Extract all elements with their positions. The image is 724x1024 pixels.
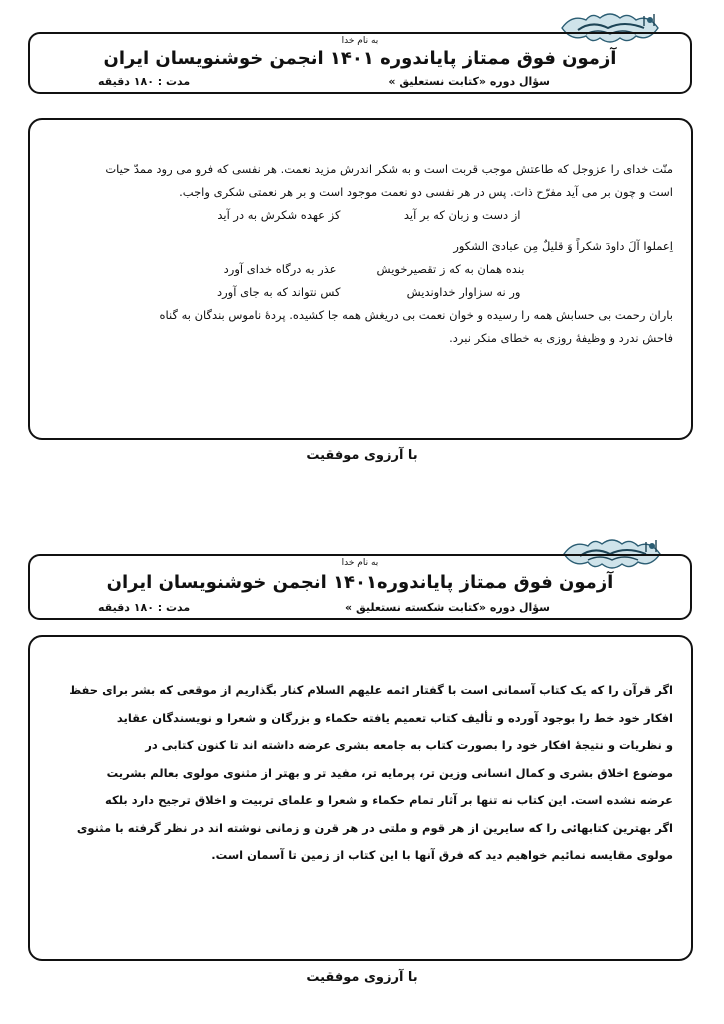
- verse-hemistich: کس نتواند که به جای آورد: [216, 285, 341, 299]
- header-box: [28, 32, 692, 94]
- text-line: موضوع اخلاق بشری و کمال انسانی وزین تر، پرمایه تر، مفید تر و بهتر از مثنوی مولوی بعالم بشریت: [106, 765, 673, 780]
- verse-line: [48, 281, 673, 304]
- good-luck-text: با آرزوی موفقیت: [306, 970, 418, 985]
- basmala-text: به نام خدا: [341, 558, 379, 568]
- verse-hemistich: از دست و زبان که بر آید: [403, 208, 521, 222]
- text-line: است و چون بر می آید مفرّح ذات. پس در هر نفسی دو نعمت موجود است و بر هر نعمتی شکری واجب.: [179, 185, 673, 199]
- good-luck-text: با آرزوی موفقیت: [306, 448, 418, 463]
- course-question-label: سؤال دوره «کتابت نستعلیق »: [388, 75, 550, 88]
- text-line: مولوی مقایسه نمائیم خواهیم دید که فرق آنها با این کتاب از زمین تا آسمان است.: [211, 848, 673, 862]
- text-line: افکار خود خط را بوجود آورده و تألیف کتاب تعمیم یافته حکماء و بزرگان و شعرا و نویسندگان عقاید: [116, 710, 673, 725]
- verse-hemistich: کز عهده شکرش به در آید: [217, 208, 341, 222]
- header-box: [28, 554, 692, 620]
- verse-hemistich: بنده همان به که ز تقصیرخویش: [376, 262, 525, 276]
- text-line: اگر بهترین کتابهائی را که سایرین از هر قوم و ملتی در هر قرن و زمانی نوشته اند در نظر گرفته با مثنوی: [76, 820, 673, 835]
- text-line: و نظریات و نتیجهٔ افکار خود را بصورت کتاب به جامعه بشری عرضه داشته اند تا کنون کتابی در: [145, 738, 673, 752]
- exam-title: آزمون فوق ممتاز پایاندوره۱۴۰۱ انجمن خوشنویسان ایران: [106, 572, 614, 593]
- basmala-text: به نام خدا: [341, 36, 379, 46]
- exam-text: [48, 677, 673, 870]
- exam-text-box: [28, 118, 693, 440]
- text-line: اگر قرآن را که یک کتاب آسمانی است با گفتار ائمه علیهم السلام کنار بگذاریم از موقعی که بشر برای حفظ: [69, 683, 673, 697]
- text-line: فاحش ندرد و وظیفهٔ روزی به خطای منکر نبرد.: [449, 331, 673, 345]
- text-line: منّت خدای را عزوجل که طاعتش موجب قربت است و به شکر اندرش مزید نعمت. هر نفسی که فرو می رود ممدّ حیات: [105, 162, 673, 176]
- exam-text: [48, 158, 673, 350]
- arabic-quote: اِعملوا آلَ داودَ شکراً وَ قلیلٌ مِن عبادیَ الشکور: [453, 239, 673, 253]
- exam-duration: مدت : ۱۸۰ دقیقه: [98, 601, 191, 614]
- verse-hemistich: ور نه سزاوار خداوندیش: [406, 285, 521, 299]
- verse-line: [48, 258, 673, 281]
- verse-line: [48, 204, 673, 227]
- text-line: باران رحمت بی حسابش همه را رسیده و خوان نعمت بی دریغش همه جا کشیده. پردهٔ ناموس بندگان به گناه: [159, 308, 673, 322]
- exam-text-box: [28, 635, 693, 961]
- course-question-label: سؤال دوره «کتابت شکسته نستعلیق »: [345, 601, 550, 614]
- exam-duration: مدت : ۱۸۰ دقیقه: [98, 75, 191, 88]
- text-line: عرضه نشده است. این کتاب نه تنها بر آثار تمام حکماء و شعرا و علمای تربیت و اخلاق ترجیح دارد بلکه: [105, 793, 673, 807]
- verse-hemistich: عذر به درگاه خدای آورد: [223, 262, 337, 276]
- exam-title: آزمون فوق ممتاز پایاندوره ۱۴۰۱ انجمن خوشنویسان ایران: [103, 48, 617, 69]
